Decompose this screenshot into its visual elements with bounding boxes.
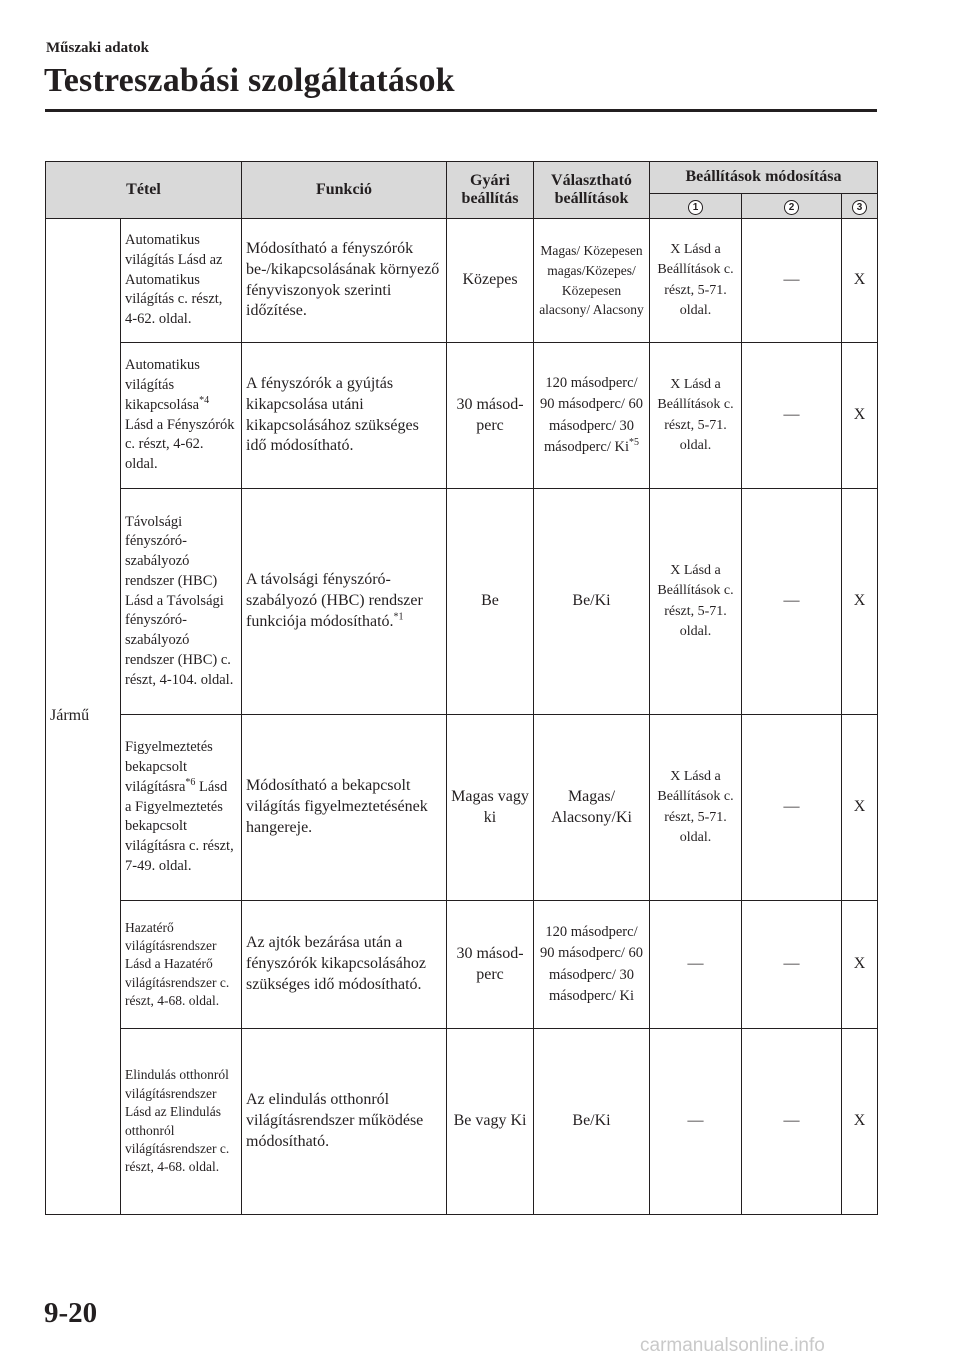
function-cell: [242, 489, 447, 715]
setting-2-cell: —: [742, 1029, 842, 1215]
column-header-change-2: [742, 194, 842, 219]
options-cell: Be/Ki: [534, 1029, 650, 1215]
column-header-change-1: [650, 194, 742, 219]
function-cell: A fényszórók a gyújtás kikapcsolása utáni kikapcsolásához szükséges idő módosítható.: [242, 343, 447, 489]
item-ref-text: Lásd a Figyelmeztetés bekapcsolt világításra c. részt, 7-49. oldal.: [125, 778, 234, 874]
function-cell: Módosítható a bekapcsolt világítás figyelmeztetésének hangereje.: [242, 715, 447, 901]
title-rule: [45, 109, 877, 112]
default-cell: Be vagy Ki: [447, 1029, 534, 1215]
column-header-change-3: [842, 194, 878, 219]
item-cell: [121, 715, 242, 901]
setting-2-cell: —: [742, 343, 842, 489]
table-row: [46, 489, 878, 715]
default-cell: 30 másod- perc: [447, 343, 534, 489]
options-cell: [534, 343, 650, 489]
setting-1-cell: X Lásd a Beállítások c. részt, 5-71. oldal.: [650, 715, 742, 901]
setting-1-cell: X Lásd a Beállítások c. részt, 5-71. oldal.: [650, 343, 742, 489]
setting-1-cell: X Lásd a Beállítások c. részt, 5-71. oldal.: [650, 219, 742, 343]
options-cell: 120 másodperc/ 90 másodperc/ 60 másodperc/ 30 másodperc/ Ki: [534, 901, 650, 1029]
customization-table: [45, 161, 878, 1215]
footnote-mark: *5: [628, 436, 639, 448]
footnote-mark: *4: [199, 394, 210, 406]
default-cell: Be: [447, 489, 534, 715]
footnote-mark: *1: [393, 611, 404, 623]
circle-number-1-icon: 1: [688, 200, 703, 215]
setting-3-cell: X: [842, 715, 878, 901]
setting-2-cell: —: [742, 715, 842, 901]
options-text: 120 másodperc/ 90 másodperc/ 60 másodperc/ 30 másodperc/ Ki: [539, 375, 644, 455]
default-cell: Közepes: [447, 219, 534, 343]
table-row: [46, 901, 878, 1029]
item-cell: Távolsági fényszóró- szabályozó rendszer (HBC) Lásd a Távolsági fényszóró- szabályozó rendszer (HBC) c. részt, 4-104. oldal.: [121, 489, 242, 715]
function-text: A távolsági fényszóró- szabályozó (HBC) rendszer funkciója módosítható.: [246, 571, 423, 630]
item-cell: [121, 343, 242, 489]
table-row: [46, 343, 878, 489]
column-header-item: Tétel: [46, 162, 242, 219]
item-cell: Hazatérő világításrendszer Lásd a Hazatérő világításrendszer c. részt, 4-68. oldal.: [121, 901, 242, 1029]
page-number: 9-20: [44, 1297, 98, 1329]
options-cell: Be/Ki: [534, 489, 650, 715]
setting-3-cell: X: [842, 1029, 878, 1215]
item-text: Automatikus világítás kikapcsolása: [125, 357, 200, 413]
circle-number-3-icon: 3: [852, 200, 867, 215]
footnote-mark: *6: [185, 777, 196, 789]
section-label: Műszaki adatok: [46, 40, 149, 56]
table-row: [46, 715, 878, 901]
setting-1-cell: —: [650, 1029, 742, 1215]
column-header-function: Funkció: [242, 162, 447, 219]
setting-3-cell: X: [842, 219, 878, 343]
item-text: Figyelmeztetés bekapcsolt világításra: [125, 739, 213, 795]
circle-number-2-icon: 2: [784, 200, 799, 215]
column-header-default: Gyári beállítás: [447, 162, 534, 219]
table-row: [46, 1029, 878, 1215]
setting-3-cell: X: [842, 901, 878, 1029]
function-cell: Az ajtók bezárása után a fényszórók kikapcsolásához szükséges idő módosítható.: [242, 901, 447, 1029]
function-cell: Módosítható a fényszórók be-/kikapcsolásának környező fényviszonyok szerinti időzítése.: [242, 219, 447, 343]
page-title: Testreszabási szolgáltatások: [44, 62, 455, 99]
setting-2-cell: —: [742, 489, 842, 715]
table-row: [46, 219, 878, 343]
category-cell: Jármű: [46, 219, 121, 1215]
options-cell: Magas/ Alacsony/Ki: [534, 715, 650, 901]
setting-2-cell: —: [742, 219, 842, 343]
column-header-changes: Beállítások módosítása: [650, 162, 878, 194]
item-ref-text: Lásd a Fényszórók c. részt, 4-62. oldal.: [125, 416, 235, 472]
setting-2-cell: —: [742, 901, 842, 1029]
setting-3-cell: X: [842, 489, 878, 715]
setting-3-cell: X: [842, 343, 878, 489]
setting-1-cell: X Lásd a Beállítások c. részt, 5-71. oldal.: [650, 489, 742, 715]
item-cell: Elindulás otthonról világításrendszer Lásd az Elindulás otthonról világításrendszer c. részt, 4-68. oldal.: [121, 1029, 242, 1215]
setting-1-cell: —: [650, 901, 742, 1029]
column-header-options: Választható beállítások: [534, 162, 650, 219]
default-cell: Magas vagy ki: [447, 715, 534, 901]
default-cell: 30 másod- perc: [447, 901, 534, 1029]
item-cell: Automatikus világítás Lásd az Automatikus világítás c. részt, 4-62. oldal.: [121, 219, 242, 343]
function-cell: Az elindulás otthonról világításrendszer működése módosítható.: [242, 1029, 447, 1215]
options-cell: Magas/ Közepesen magas/Közepes/ Közepesen alacsony/ Alacsony: [534, 219, 650, 343]
watermark: carmanualsonline.info: [640, 1335, 825, 1356]
